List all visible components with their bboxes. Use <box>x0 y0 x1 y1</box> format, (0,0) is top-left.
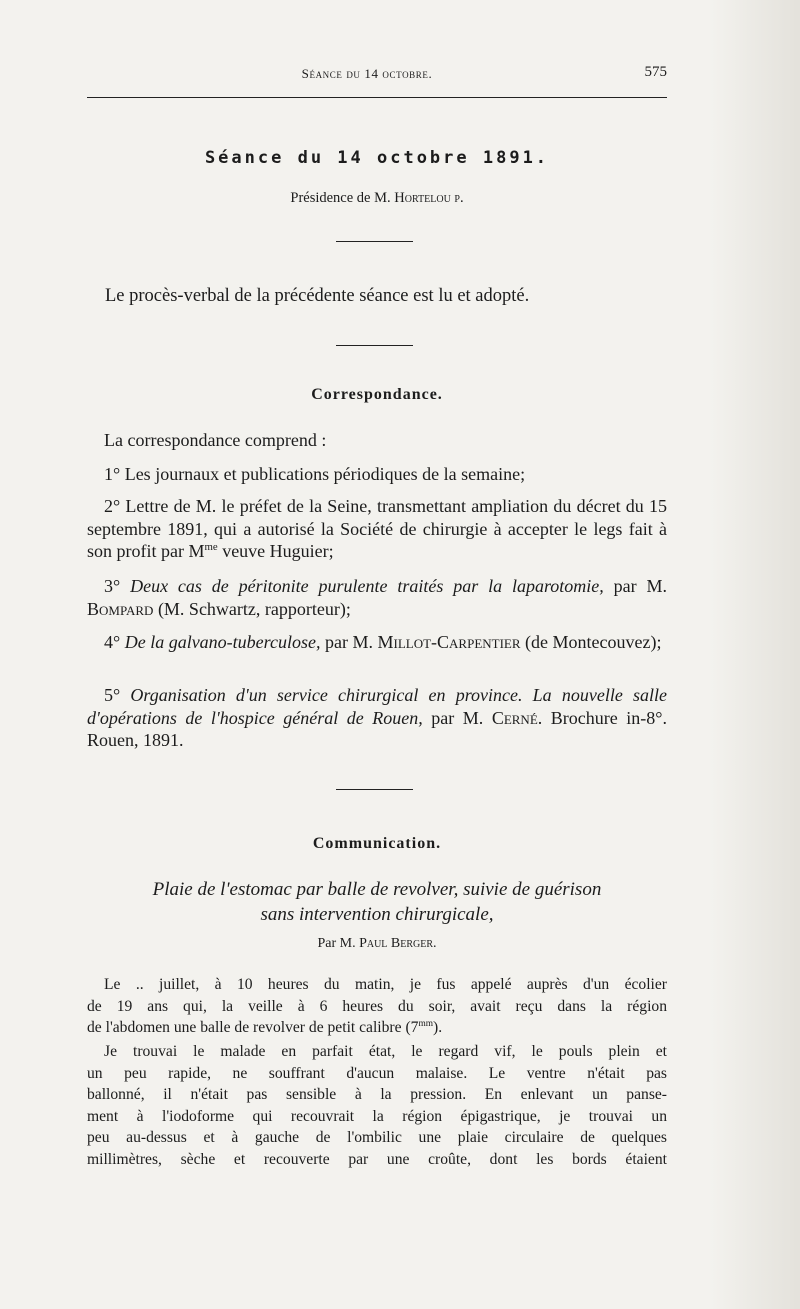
presidence-line <box>87 190 667 207</box>
item-2-end: veuve Huguier; <box>217 541 334 561</box>
communication-title-line-1: Plaie de l'estomac par balle de revolver, suivie de guérison <box>152 879 602 900</box>
item-3-rest: (M. Schwartz, rapporteur); <box>153 598 351 619</box>
correspondance-item-3 <box>87 575 667 620</box>
text-line: millimètres, sèche et recouverte par une croûte, dont les bords étaient <box>87 1150 667 1168</box>
item-5-title: Organisation d'un service chirurgical en province. La nouvelle salle d'opérations de l'hospice général de Rouen, <box>87 685 667 728</box>
text-line: peu au-dessus et à gauche de l'ombilic une plaie circulaire de quelques <box>87 1129 667 1147</box>
communication-paragraph-2 <box>87 1041 667 1171</box>
byline-prefix: Par M. <box>317 936 356 951</box>
text-line: Le .. juillet, à 10 heures du matin, je fus appelé auprès d'un écolier <box>104 976 667 993</box>
unit-sup: mm <box>418 1019 433 1029</box>
correspondance-intro: La correspondance comprend : <box>104 430 327 450</box>
item-3-number: 3° <box>104 576 131 596</box>
item-4-by: par M. <box>320 632 378 652</box>
running-head <box>87 64 667 86</box>
item-2-text: 2° Lettre de M. le préfet de la Seine, transmettant ampliation du décret du 15 septembre 1891, qui a autorisé la Société de chirurgie à accepter le legs fait à son profit par M <box>87 496 667 561</box>
communication-heading: Communication. <box>312 835 442 852</box>
communication-paragraph-1 <box>87 974 667 1039</box>
item-5-rest: . Brochure in-8°. Rouen, 1891. <box>87 707 667 750</box>
text-line-end: ). <box>433 1019 443 1037</box>
text-line: Je trouvai le malade en parfait état, le regard vif, le pouls plein et <box>104 1043 667 1060</box>
item-5-number: 5° <box>104 685 131 705</box>
communication-title-line-2: sans intervention chirurgicale, <box>260 904 494 925</box>
text-line: ballonné, il n'était pas sensible à la pression. En enlevant un panse- <box>87 1086 667 1104</box>
text-line-body: de l'abdomen une balle de revolver de petit calibre (7 <box>87 1019 419 1037</box>
page-edge-shadow <box>710 0 800 1309</box>
correspondance-heading: Correspondance. <box>311 386 443 403</box>
item-5-author: Cerné <box>491 707 538 728</box>
text-line: ment à l'iodoforme qui recouvrait la région épigastrique, je trouvai un <box>87 1107 667 1125</box>
presidence-prefix: Présidence de M. <box>290 190 391 206</box>
correspondance-item-4 <box>87 631 667 654</box>
item-5-by: par M. <box>422 707 492 728</box>
section-divider <box>336 345 413 346</box>
item-4-title: De la galvano-tuberculose, <box>124 632 321 652</box>
byline-name: Paul Berger. <box>359 936 437 951</box>
correspondance-item-1: 1° Les journaux et publications périodiques de la semaine; <box>104 464 526 484</box>
presidence-name: Hortelou p. <box>394 190 464 206</box>
item-4-rest: (de Montecouvez); <box>520 632 662 652</box>
correspondance-item-2 <box>87 495 667 563</box>
section-divider <box>336 241 413 242</box>
item-4-number: 4° <box>104 632 125 652</box>
correspondance-item-5 <box>87 684 667 752</box>
item-4-author: Millot-Carpentier <box>377 632 521 652</box>
item-3-title: Deux cas de péritonite purulente traités par la laparotomie, <box>130 576 604 596</box>
text-line <box>87 1017 667 1039</box>
item-3-author: Bompard <box>87 598 154 619</box>
page-number: 575 <box>644 64 667 80</box>
item-2-sup: me <box>204 541 218 553</box>
communication-byline <box>87 936 667 952</box>
proces-verbal-line: Le procès-verbal de la précédente séance est lu et adopté. <box>105 286 530 306</box>
header-rule <box>87 97 667 98</box>
section-divider <box>336 789 413 790</box>
text-line: de 19 ans qui, la veille à 6 heures du soir, avait reçu dans la région <box>87 997 667 1015</box>
running-title: Séance du 14 octobre. <box>301 66 433 81</box>
item-3-by: par M. <box>603 576 667 596</box>
text-line: un peu rapide, ne souffrant d'aucun malaise. Le ventre n'était pas <box>87 1064 667 1082</box>
session-title: Séance du 14 octobre 1891. <box>204 148 550 168</box>
